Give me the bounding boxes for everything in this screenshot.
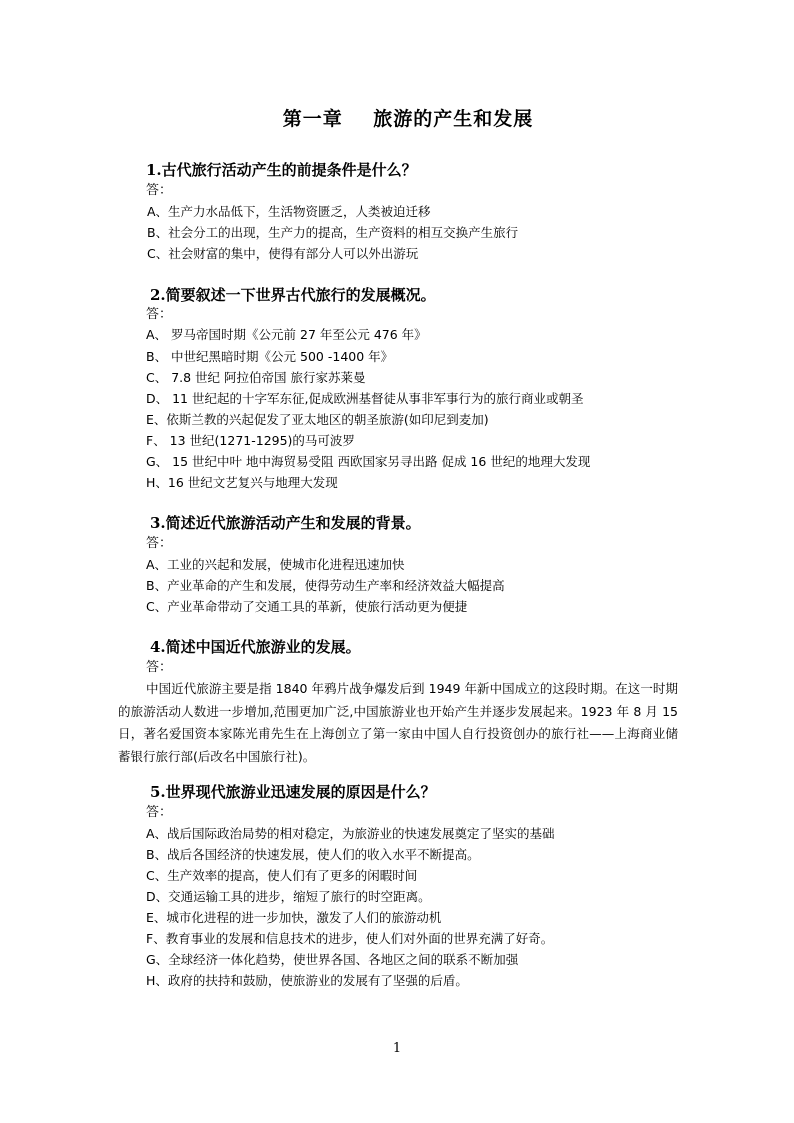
answer-label-3: 答： [146, 536, 173, 551]
answer-item: C、产业革命带动了交通工具的革新，使旅行活动更为便捷 [146, 599, 468, 614]
question-3: 3.简述近代旅游活动产生和发展的背景。 [150, 514, 421, 532]
answer-item: A、工业的兴起和发展，使城市化进程迅速加快 [146, 557, 405, 572]
answer-item: A、生产力水品低下，生活物资匮乏，人类被迫迁移 [147, 204, 431, 219]
answer-label-1: 答： [146, 183, 173, 198]
answer-item: B、 中世纪黑暗时期《公元 500 -1400 年》 [146, 349, 394, 364]
answer-item: B、产业革命的产生和发展，使得劳动生产率和经济效益大幅提高 [146, 578, 505, 593]
answer-item: H、16 世纪文艺复兴与地理大发现 [146, 475, 338, 490]
answer-item: A、战后国际政治局势的相对稳定，为旅游业的快速发展奠定了坚实的基础 [146, 826, 555, 841]
paragraph-text: 中国近代旅游主要是指 1840 年鸦片战争爆发后到 1949 年新中国成立的这段时期。在这一时期的旅游活动人数进一步增加,范围更加广泛,中国旅游业也开始产生并逐步发展起来。1923 年 8 月 15 日，著名爱国资本家陈光甫先生在上海创立了第一家由中国人自行投资创办的旅行社——上海商业储蓄银行旅行部(后改名中国旅行社)。 [118, 681, 678, 764]
answer-item: D、 11 世纪起的十字军东征,促成欧洲基督徒从事非军事行为的旅行商业或朝圣 [146, 391, 584, 406]
question-2: 2.简要叙述一下世界古代旅行的发展概况。 [150, 286, 436, 304]
question-5: 5.世界现代旅游业迅速发展的原因是什么？ [150, 783, 436, 801]
answer-item: C、 7.8 世纪 阿拉伯帝国 旅行家苏莱曼 [146, 370, 366, 385]
answer-item: C、生产效率的提高，使人们有了更多的闲暇时间 [146, 868, 418, 883]
answer-item: E、依斯兰教的兴起促发了亚太地区的朝圣旅游(如印尼到麦加) [146, 412, 489, 427]
answer-label-5: 答： [146, 805, 173, 820]
answer-item: E、城市化进程的进一步加快，激发了人们的旅游动机 [146, 910, 442, 925]
answer-item: F、 13 世纪(1271-1295)的马可波罗 [146, 433, 355, 448]
answer-item: H、政府的扶持和鼓励，使旅游业的发展有了坚强的后盾。 [146, 973, 468, 988]
chapter-title: 第一章 旅游的产生和发展 [282, 108, 534, 130]
answer-item: F、教育事业的发展和信息技术的进步，使人们对外面的世界充满了好奇。 [146, 931, 554, 946]
answer-item: B、战后各国经济的快速发展，使人们的收入水平不断提高。 [146, 847, 480, 862]
question-1: 1.古代旅行活动产生的前提条件是什么？ [146, 161, 417, 179]
answer-item: G、全球经济一体化趋势，使世界各国、各地区之间的联系不断加强 [146, 952, 519, 967]
answer-item: G、 15 世纪中叶 地中海贸易受阻 西欧国家另寻出路 促成 16 世纪的地理大发现 [146, 454, 591, 469]
answer-label-4: 答： [146, 660, 173, 675]
answer-label-2: 答： [146, 307, 173, 322]
answer-item: A、 罗马帝国时期《公元前 27 年至公元 476 年》 [146, 327, 427, 342]
question-4: 4.简述中国近代旅游业的发展。 [150, 638, 361, 656]
answer-paragraph [118, 678, 678, 768]
answer-item: C、社会财富的集中，使得有部分人可以外出游玩 [147, 246, 419, 261]
answer-item: B、社会分工的出现，生产力的提高，生产资料的相互交换产生旅行 [147, 225, 519, 240]
page-number: 1 [392, 1041, 402, 1056]
answer-item: D、交通运输工具的进步，缩短了旅行的时空距离。 [146, 889, 431, 904]
